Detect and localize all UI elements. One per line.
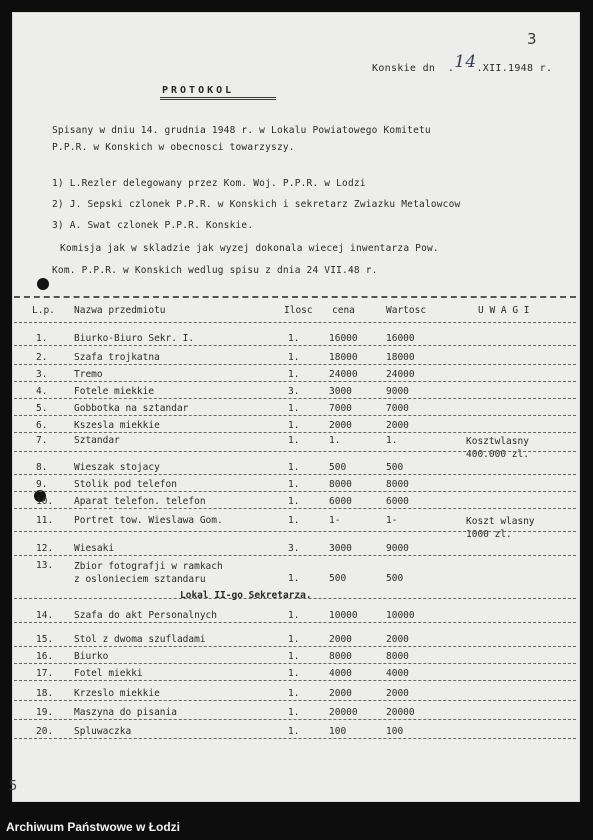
row-value: 24000 (386, 369, 415, 380)
header-lp: L.p. (32, 305, 55, 316)
place-date-suffix: .XII.1948 r. (476, 63, 553, 74)
row-quantity: 1. (288, 479, 300, 490)
row-rule (14, 381, 576, 382)
row-item-name: Szafa do akt Personalnych (74, 610, 217, 621)
section-subheading: Lokal II-go Sekretarza. (180, 590, 312, 601)
row-price: 3000 (329, 543, 352, 554)
row-price: 24000 (329, 369, 358, 380)
corner-mark: 5 (9, 779, 18, 794)
row-item-name: Fotel miekki (74, 668, 143, 679)
page-number-mark: 3 (527, 30, 537, 48)
row-value: 500 (386, 462, 404, 473)
row-rule (14, 432, 576, 433)
row-value: 2000 (386, 634, 409, 645)
title-underline (160, 97, 276, 100)
row-number: 17. (36, 668, 54, 679)
row-item-name: Sztandar (74, 435, 120, 446)
row-quantity: 1. (288, 462, 300, 473)
row-value: 9000 (386, 543, 409, 554)
row-item-name: Biurko (74, 651, 109, 662)
row-quantity: 1. (288, 496, 300, 507)
row-value: 20000 (386, 707, 415, 718)
row-value: 2000 (386, 688, 409, 699)
intro-line-2: P.P.R. w Konskich w obecnosci towarzyszy. (52, 142, 295, 153)
row-number: 1. (36, 333, 48, 344)
row-price: 10000 (329, 610, 358, 621)
row-quantity: 3. (288, 543, 300, 554)
punch-hole-top (37, 278, 49, 290)
row-price: 2000 (329, 688, 352, 699)
row-number: 14. (36, 610, 54, 621)
row-value: 6000 (386, 496, 409, 507)
row-number: 5. (36, 403, 48, 414)
header-quantity: Ilosc (284, 305, 313, 316)
row-number: 12. (36, 543, 54, 554)
row-item-name: Fotele miekkie (74, 386, 155, 397)
member-2: 2) J. Sepski czlonek P.P.R. w Konskich i sekretarz Zwiazku Metalowcow (52, 199, 461, 210)
row-rule (14, 415, 576, 416)
row-quantity: 1. (288, 333, 300, 344)
row-item-name: Kszesla miekkie (74, 420, 160, 431)
row-quantity: 1. (288, 726, 300, 737)
member-1: 1) L.Rezler delegowany przez Kom. Woj. P.P.R. w Lodzi (52, 178, 366, 189)
row-item-name: Wieszak stojacy (74, 462, 160, 473)
row-item-name: Wiesaki (74, 543, 115, 554)
row-quantity: 1. (288, 634, 300, 645)
row-rule (14, 646, 576, 647)
row-rule (14, 345, 576, 346)
row-price: 4000 (329, 668, 352, 679)
row-value: 1. (386, 435, 398, 446)
place-date-prefix: Konskie dn (372, 63, 436, 74)
row-rule (14, 364, 576, 365)
row-number: 20. (36, 726, 54, 737)
row-rule (14, 508, 576, 509)
row-number: 18. (36, 688, 54, 699)
row-number: 16. (36, 651, 54, 662)
row-item-name: Biurko-Biuro Sekr. I. (74, 333, 195, 344)
row-value: 2000 (386, 420, 409, 431)
row-item-name: Portret tow. Wieslawa Gom. (74, 515, 223, 526)
row-value: 16000 (386, 333, 415, 344)
row-value: 10000 (386, 610, 415, 621)
row-rule (14, 622, 576, 623)
row-rule (14, 451, 576, 452)
row-price: 16000 (329, 333, 358, 344)
member-3: 3) A. Swat czlonek P.P.R. Konskie. (52, 220, 254, 231)
row-price: 18000 (329, 352, 358, 363)
row-price: 1- (329, 515, 341, 526)
row-price: 2000 (329, 420, 352, 431)
row-rule (14, 531, 576, 532)
header-item-name: Nazwa przedmiotu (74, 305, 166, 316)
header-notes: U W A G I (478, 305, 530, 316)
row-number: 6. (36, 420, 48, 431)
row-quantity: 1. (288, 435, 300, 446)
intro-line-1: Spisany w dniu 14. grudnia 1948 r. w Lokalu Powiatowego Komitetu (52, 125, 431, 136)
row-price: 500 (329, 573, 347, 584)
row-item-name: Gobbotka na sztandar (74, 403, 189, 414)
row-rule (14, 738, 576, 739)
archive-footer-label: Archiwum Państwowe w Łodzi (6, 820, 181, 834)
row-item-name: Krzeslo miekkie (74, 688, 160, 699)
row-rule (14, 491, 576, 492)
row-price: 500 (329, 462, 347, 473)
row-price: 3000 (329, 386, 352, 397)
row-number: 13. (36, 560, 54, 571)
row-number: 15. (36, 634, 54, 645)
row-number: 7. (36, 435, 48, 446)
row-item-name: Aparat telefon. telefon (74, 496, 206, 507)
row-rule (14, 398, 576, 399)
handwritten-day: 14 (454, 52, 477, 72)
row-price: 2000 (329, 634, 352, 645)
row-quantity: 1. (288, 403, 300, 414)
row-value: 7000 (386, 403, 409, 414)
row-value: 18000 (386, 352, 415, 363)
row-price: 20000 (329, 707, 358, 718)
row-item-name: Tremo (74, 369, 103, 380)
row-item-name: Maszyna do pisania (74, 707, 177, 718)
row-rule (14, 555, 576, 556)
row-quantity: 1. (288, 651, 300, 662)
row-item-name: Spluwaczka (74, 726, 132, 737)
row-quantity: 1. (288, 573, 300, 584)
header-rule (14, 322, 576, 323)
row-number: 11. (36, 515, 54, 526)
row-number: 4. (36, 386, 48, 397)
row-price: 100 (329, 726, 347, 737)
row-value: 500 (386, 573, 404, 584)
row-number: 2. (36, 352, 48, 363)
row-quantity: 1. (288, 352, 300, 363)
row-quantity: 1. (288, 610, 300, 621)
archive-footer (0, 805, 593, 840)
row-price: 1. (329, 435, 341, 446)
row-value: 9000 (386, 386, 409, 397)
row-value: 8000 (386, 651, 409, 662)
row-rule (14, 474, 576, 475)
row-quantity: 1. (288, 369, 300, 380)
row-number: 10. (36, 496, 54, 507)
row-price: 6000 (329, 496, 352, 507)
row-notes: Kosztwlasny 400.000 zl. (466, 436, 529, 460)
row-item-name: Szafa trojkatna (74, 352, 160, 363)
row-notes: Koszt wlasny 1000 zl. (466, 516, 535, 540)
row-price: 7000 (329, 403, 352, 414)
row-number: 9. (36, 479, 48, 490)
row-number: 19. (36, 707, 54, 718)
row-rule (14, 663, 576, 664)
header-price: cena (332, 305, 355, 316)
row-quantity: 1. (288, 420, 300, 431)
row-value: 4000 (386, 668, 409, 679)
row-number: 8. (36, 462, 48, 473)
row-quantity: 1. (288, 668, 300, 679)
row-rule (14, 680, 576, 681)
document-title: PROTOKOL (162, 85, 235, 96)
row-quantity: 1. (288, 688, 300, 699)
row-value: 100 (386, 726, 404, 737)
row-number: 3. (36, 369, 48, 380)
row-item-name: Zbior fotografji w ramkach z oslonieciem sztandaru (74, 561, 223, 585)
row-quantity: 3. (288, 386, 300, 397)
row-price: 8000 (329, 479, 352, 490)
committee-line-2: Kom. P.P.R. w Konskich wedlug spisu z dnia 24 VII.48 r. (52, 265, 378, 276)
place-date-line: Konskie dn .14.XII.1948 r. (372, 52, 553, 74)
row-quantity: 1. (288, 707, 300, 718)
table-top-rule (14, 296, 576, 298)
committee-line-1: Komisja jak w skladzie jak wyzej dokonala wiecej inwentarza Pow. (60, 243, 439, 254)
row-rule (14, 700, 576, 701)
row-quantity: 1. (288, 515, 300, 526)
row-value: 1- (386, 515, 398, 526)
row-price: 8000 (329, 651, 352, 662)
row-item-name: Stolik pod telefon (74, 479, 177, 490)
row-value: 8000 (386, 479, 409, 490)
row-rule (14, 719, 576, 720)
row-item-name: Stol z dwoma szufladami (74, 634, 206, 645)
header-value: Wartosc (386, 305, 427, 316)
